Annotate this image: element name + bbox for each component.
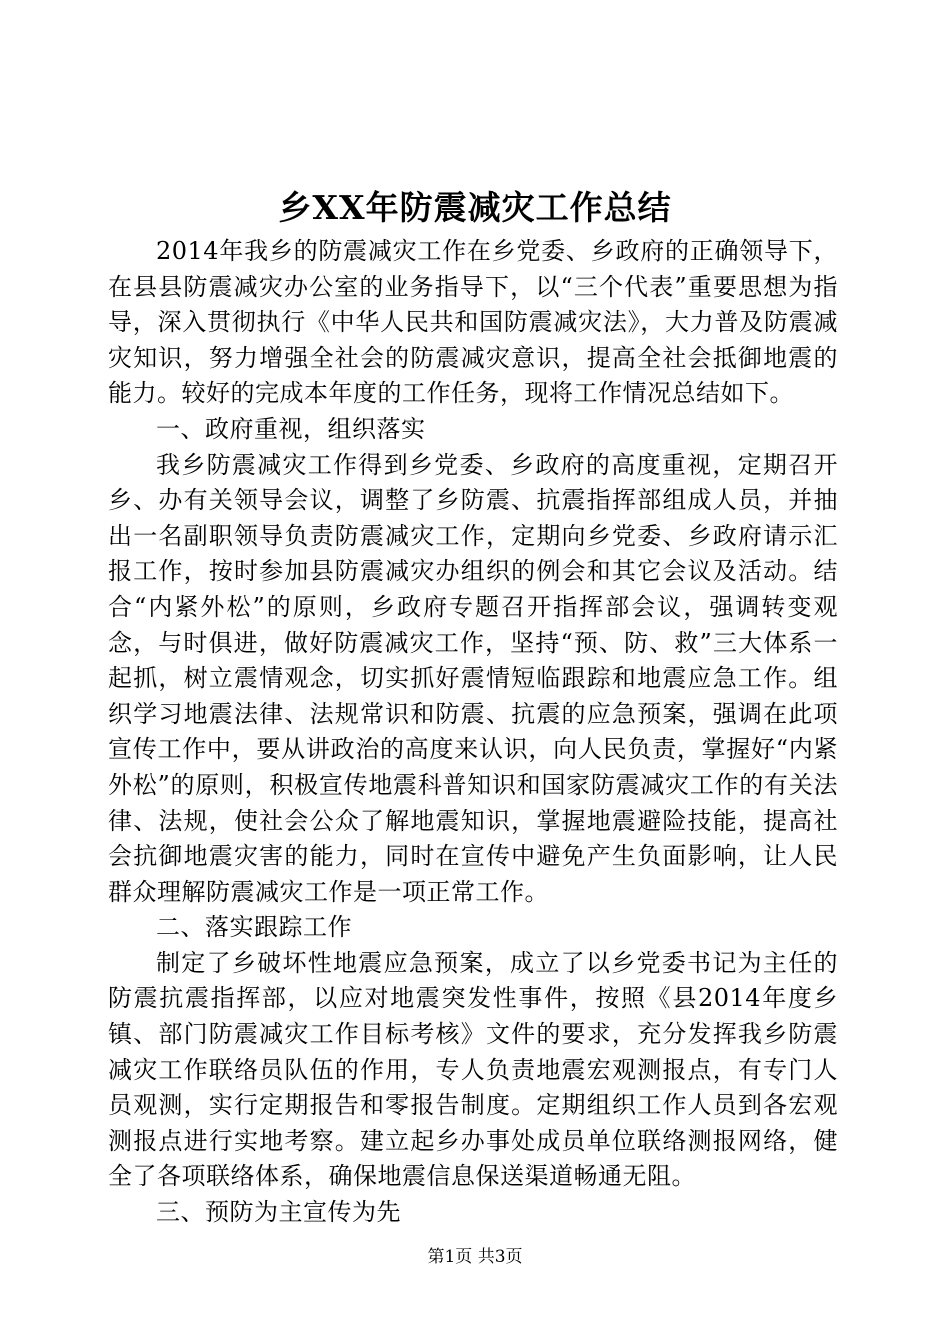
document-title: 乡XX年防震减灾工作总结 <box>278 188 672 227</box>
section-heading-2: 二、落实跟踪工作 <box>156 913 352 942</box>
paragraph-section-2: 制定了乡破坏性地震应急预案，成立了以乡党委书记为主任的防震抗震指挥部，以应对地震突发性事件，按照《县2014年度乡镇、部门防震减灾工作目标考核》文件的要求，充分发挥我乡防震减灾工作联络员队伍的作用，专人负责地震宏观测报点，有专门人员观测，实行定期报告和零报告制度。定期组织工作人员到各宏观测报点进行实地考察。建立起乡办事处成员单位联络测报网络，健全了各项联络体系，确保地震信息保送渠道畅通无阻。 <box>108 948 838 1191</box>
page-number-footer: 第1页 共3页 <box>427 1247 523 1267</box>
paragraph-intro: 2014年我乡的防震减灾工作在乡党委、乡政府的正确领导下，在县县防震减灾办公室的业务指导下，以“三个代表”重要思想为指导，深入贯彻执行《中华人民共和国防震减灾法》，大力普及防震减灾知识，努力增强全社会的防震减灾意识，提高全社会抵御地震的能力。较好的完成本年度的工作任务，现将工作情况总结如下。 <box>108 237 838 408</box>
section-heading-3: 三、预防为主宣传为先 <box>156 1198 401 1227</box>
document-body <box>108 234 838 1231</box>
paragraph-section-1: 我乡防震减灾工作得到乡党委、乡政府的高度重视，定期召开乡、办有关领导会议，调整了乡防震、抗震指挥部组成人员，并抽出一名副职领导负责防震减灾工作，定期向乡党委、乡政府请示汇报工作，按时参加县防震减灾办组织的例会和其它会议及活动。结合“内紧外松”的原则，乡政府专题召开指挥部会议，强调转变观念，与时俱进，做好防震减灾工作，坚持“预、防、救”三大体系一起抓，树立震情观念，切实抓好震情短临跟踪和地震应急工作。组织学习地震法律、法规常识和防震、抗震的应急预案，强调在此项宣传工作中，要从讲政治的高度来认识，向人民负责，掌握好“内紧外松”的原则，积极宣传地震科普知识和国家防震减灾工作的有关法律、法规，使社会公众了解地震知识，掌握地震避险技能，提高社会抗御地震灾害的能力，同时在宣传中避免产生负面影响，让人民群众理解防震减灾工作是一项正常工作。 <box>108 450 838 906</box>
section-heading-1: 一、政府重视，组织落实 <box>156 414 426 443</box>
